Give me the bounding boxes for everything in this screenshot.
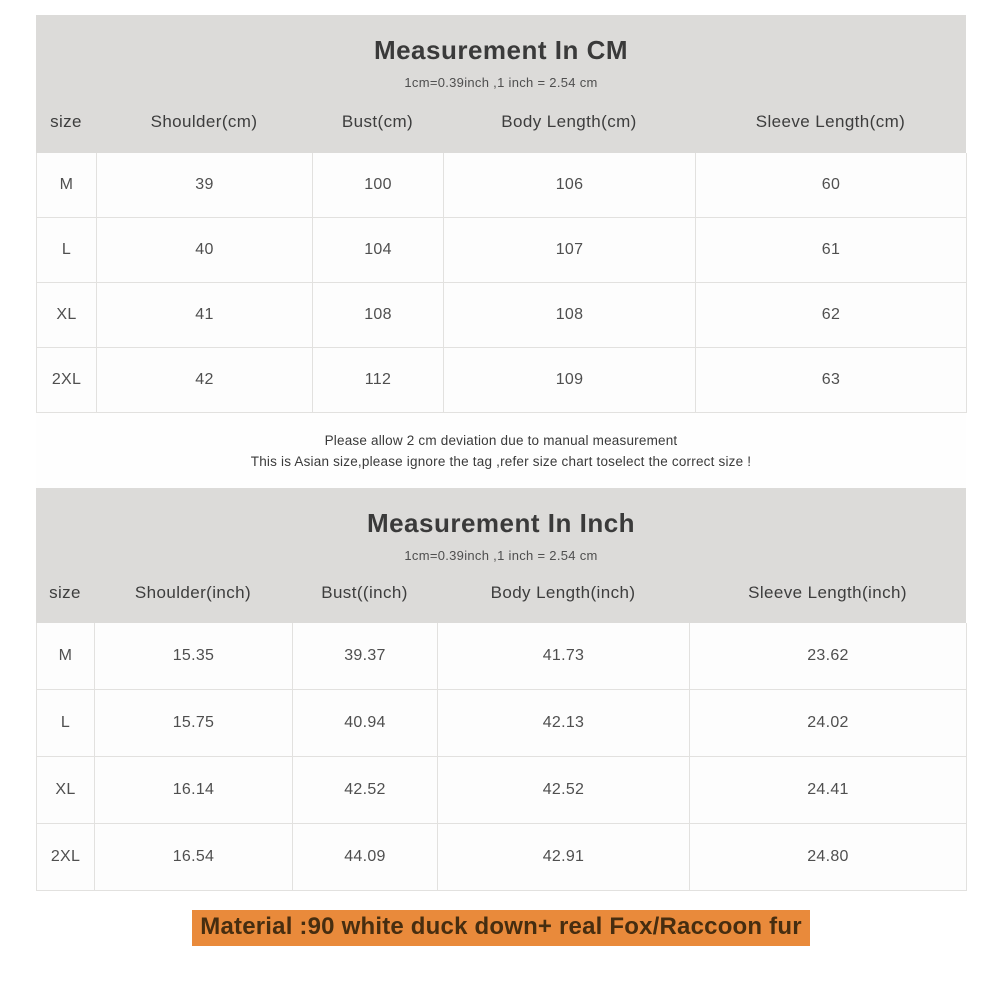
cell-body-length: 42.13 [438,690,690,757]
cell-sleeve-length: 24.80 [690,824,967,891]
cell-body-length: 42.91 [438,824,690,891]
cell-sleeve-length: 24.41 [690,757,967,824]
cell-bust: 39.37 [293,623,438,690]
cell-body-length: 109 [444,348,696,413]
cm-col-size: size [50,111,82,131]
table-row-m [37,153,966,218]
inch-header-panel [36,488,966,623]
cell-sleeve-length: 23.62 [690,623,967,690]
inch-section [36,488,966,891]
cell-bust: 112 [313,348,444,413]
table-row-xl [37,757,966,824]
material-line [36,910,966,946]
cell-shoulder: 15.35 [95,623,293,690]
inch-col-size: size [49,583,81,602]
size-chart-content [36,15,966,946]
cell-sleeve-length: 63 [696,348,967,413]
cell-bust: 42.52 [293,757,438,824]
cell-bust: 104 [313,218,444,283]
cell-body-length: 107 [444,218,696,283]
cell-shoulder: 15.75 [95,690,293,757]
cell-bust: 44.09 [293,824,438,891]
cell-size: 2XL [37,824,95,891]
table-row-2xl [37,824,966,891]
inch-table-body [36,623,966,891]
cell-size: XL [37,757,95,824]
cm-header-panel [36,15,966,153]
cell-sleeve-length: 24.02 [690,690,967,757]
table-row-l [37,690,966,757]
cm-table-body [36,153,966,413]
cell-sleeve-length: 62 [696,283,967,348]
cell-shoulder: 41 [97,283,313,348]
cell-body-length: 106 [444,153,696,218]
cell-shoulder: 40 [97,218,313,283]
cm-section [36,15,966,488]
cell-shoulder: 42 [97,348,313,413]
measurement-notes [36,413,966,488]
cell-body-length: 41.73 [438,623,690,690]
inch-col-shoulder: Shoulder(inch) [134,583,252,602]
cm-col-sleeve-length: Sleeve Length(cm) [755,111,906,131]
table-row-xl [37,283,966,348]
cell-size: L [37,218,97,283]
table-row-m [37,623,966,690]
cm-col-bust: Bust(cm) [341,111,414,131]
table-row-l [37,218,966,283]
inch-col-bust: Bust((inch) [321,583,408,602]
cell-body-length: 42.52 [438,757,690,824]
note-asian-size: This is Asian size,please ignore the tag ,refer size chart toselect the correct size ! [250,453,752,469]
inch-col-body-length: Body Length(inch) [490,583,636,602]
cm-table-header-row [36,90,966,153]
inch-subtitle: 1cm=0.39inch ,1 inch = 2.54 cm [404,548,598,563]
cell-bust: 40.94 [293,690,438,757]
cell-size: L [37,690,95,757]
cell-bust: 100 [313,153,444,218]
cell-shoulder: 16.54 [95,824,293,891]
cell-body-length: 108 [444,283,696,348]
cm-subtitle: 1cm=0.39inch ,1 inch = 2.54 cm [404,75,598,90]
cm-title: Measurement In CM [373,35,629,65]
cell-size: XL [37,283,97,348]
cell-size: M [37,623,95,690]
cell-size: M [37,153,97,218]
cell-shoulder: 39 [97,153,313,218]
table-row-2xl [37,348,966,413]
material-text: Material :90 white duck down+ real Fox/Raccoon fur [192,910,809,946]
cell-sleeve-length: 60 [696,153,967,218]
cell-sleeve-length: 61 [696,218,967,283]
inch-table-header-row [36,563,966,623]
cm-col-shoulder: Shoulder(cm) [150,111,258,131]
cell-bust: 108 [313,283,444,348]
cell-shoulder: 16.14 [95,757,293,824]
cm-col-body-length: Body Length(cm) [501,111,637,131]
inch-title: Measurement In Inch [366,508,636,538]
cell-size: 2XL [37,348,97,413]
inch-col-sleeve-length: Sleeve Length(inch) [748,583,907,602]
note-deviation: Please allow 2 cm deviation due to manual measurement [324,432,678,448]
